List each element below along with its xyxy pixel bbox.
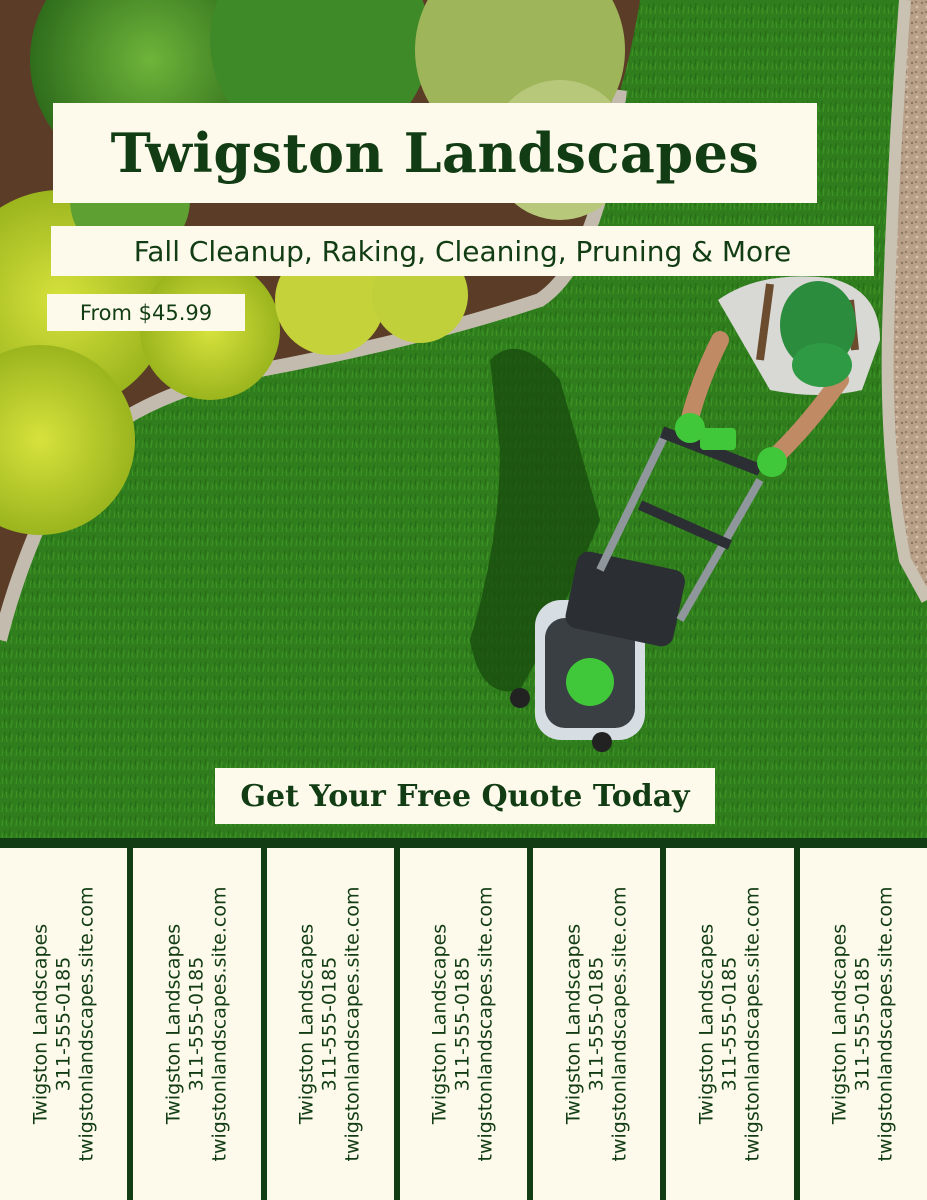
business-title: Twigston Landscapes xyxy=(110,121,760,185)
tab-website: twigstonlandscapes.site.com xyxy=(608,886,631,1162)
tear-off-tab[interactable] xyxy=(400,848,527,1200)
tab-phone: 311-555-0185 xyxy=(185,956,208,1092)
tab-website: twigstonlandscapes.site.com xyxy=(474,886,497,1162)
tear-off-tab[interactable] xyxy=(533,848,660,1200)
call-to-action-box xyxy=(215,768,715,824)
tab-business-name: Twigston Landscapes xyxy=(295,923,318,1125)
tab-phone: 311-555-0185 xyxy=(52,956,75,1092)
tab-business-name: Twigston Landscapes xyxy=(828,923,851,1125)
tab-website: twigstonlandscapes.site.com xyxy=(741,886,764,1162)
tear-off-strip xyxy=(0,838,927,1200)
tear-off-tab[interactable] xyxy=(0,848,127,1200)
services-text: Fall Cleanup, Raking, Cleaning, Pruning & More xyxy=(133,234,792,268)
tab-business-name: Twigston Landscapes xyxy=(29,923,52,1125)
tear-off-tab[interactable] xyxy=(666,848,793,1200)
tab-business-name: Twigston Landscapes xyxy=(428,923,451,1125)
services-box xyxy=(51,226,874,276)
tab-website: twigstonlandscapes.site.com xyxy=(208,886,231,1162)
tab-website: twigstonlandscapes.site.com xyxy=(75,886,98,1162)
tear-off-tab[interactable] xyxy=(800,848,927,1200)
tab-website: twigstonlandscapes.site.com xyxy=(341,886,364,1162)
tear-off-tab[interactable] xyxy=(267,848,394,1200)
tab-business-name: Twigston Landscapes xyxy=(162,923,185,1125)
business-title-box xyxy=(53,103,817,203)
tab-business-name: Twigston Landscapes xyxy=(695,923,718,1125)
price-text: From $45.99 xyxy=(79,300,213,325)
tear-off-tab[interactable] xyxy=(133,848,260,1200)
price-box xyxy=(47,294,245,331)
tab-phone: 311-555-0185 xyxy=(585,956,608,1092)
tab-phone: 311-555-0185 xyxy=(851,956,874,1092)
tab-business-name: Twigston Landscapes xyxy=(562,923,585,1125)
tab-phone: 311-555-0185 xyxy=(718,956,741,1092)
tab-phone: 311-555-0185 xyxy=(451,956,474,1092)
tab-website: twigstonlandscapes.site.com xyxy=(874,886,897,1162)
call-to-action-text: Get Your Free Quote Today xyxy=(240,778,690,814)
tab-phone: 311-555-0185 xyxy=(318,956,341,1092)
